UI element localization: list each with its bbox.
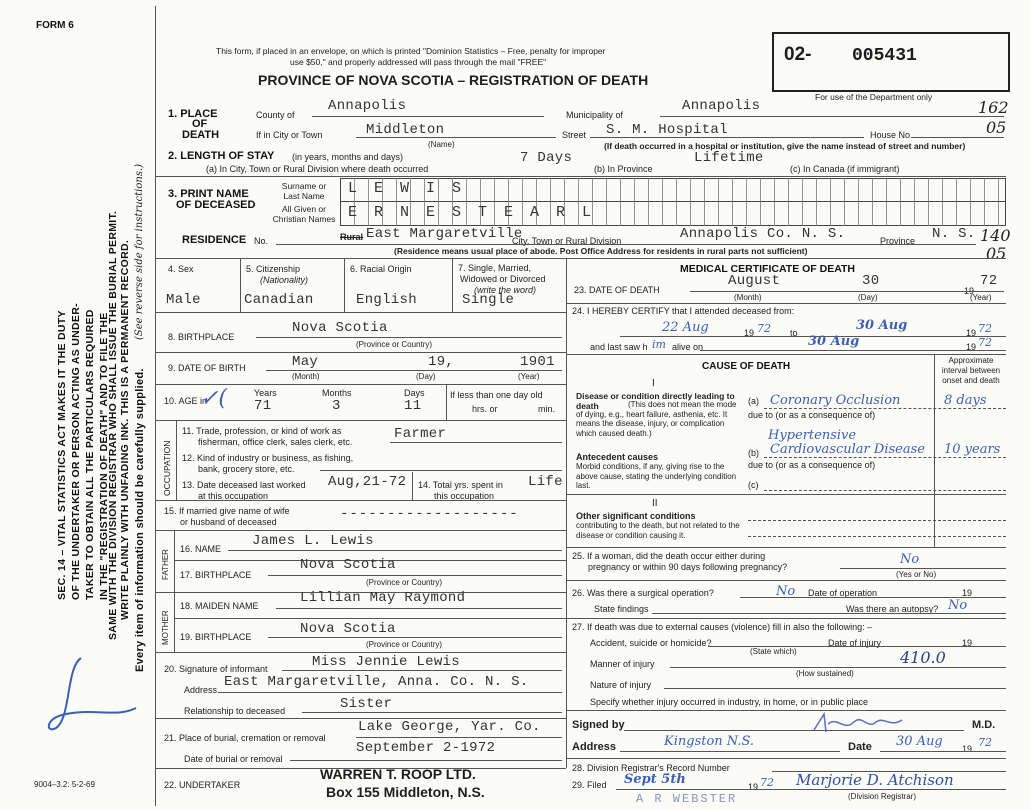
f2-label: 2. LENGTH OF STAY: [168, 150, 275, 162]
dept-code-2: 05: [986, 118, 1007, 137]
address-label: Address: [572, 741, 617, 753]
f19-label: 19. BIRTHPLACE: [180, 632, 252, 642]
given-label: All Given or Christian Names: [272, 204, 336, 224]
mother-side-label: MOTHER: [161, 610, 170, 645]
last-saw-date: 30 Aug: [808, 334, 860, 349]
accident-label: Accident, suicide or homicide?: [590, 638, 712, 648]
undertaker-line-1: WARREN T. ROOP LTD.: [320, 766, 476, 782]
age-years: 71: [254, 398, 272, 414]
f20-relationship-label: Relationship to deceased: [184, 706, 286, 716]
sidebar-instructions: (See reverse side for instructions.): [134, 163, 145, 340]
autopsy-label: Was there an autopsy?: [846, 604, 939, 614]
alive-on-label: alive on: [672, 342, 704, 352]
certificate-date: 30 Aug: [896, 734, 943, 749]
f10-years-label: Years: [254, 388, 277, 398]
death-year-prefix: 19: [964, 286, 975, 296]
attended-to-label: to: [790, 328, 798, 338]
occupation-side-label: OCCUPATION: [162, 440, 172, 496]
last-saw-label: and last saw h: [590, 342, 648, 352]
sidebar-line-2: OF THE UNDERTAKER OR PERSON ACTING AS UNDER-: [70, 303, 82, 600]
death-month: August: [728, 273, 781, 289]
interval-title: Approximate interval between onset and death: [941, 356, 1001, 385]
f17-sub: (Province or Country): [366, 578, 443, 587]
last-worked-value: Aug,21-72: [328, 474, 407, 490]
age-months: 3: [332, 398, 341, 414]
signed-by-label: Signed by: [572, 719, 625, 731]
icd-code: 410.0: [900, 648, 946, 667]
sidebar-line-4: IN THE "REGISTRATION OF DEATH" AND TO FILE THE: [98, 312, 110, 600]
residence-county: Annapolis Co. N. S.: [680, 226, 846, 242]
cause-a-label: (a): [748, 396, 759, 406]
f15-label-2: or husband of deceased: [180, 517, 277, 527]
registrar-signature: Marjorie D. Atchison: [796, 771, 954, 789]
f7-label: 7. Single, Married,: [458, 263, 532, 273]
other-conditions-label: Other significant conditions: [576, 511, 696, 521]
f21-date-label: Date of burial or removal: [184, 754, 283, 764]
cause-b-label: (b): [748, 448, 759, 458]
attended-to-year-prefix: 19: [966, 328, 977, 338]
relationship-value: Sister: [340, 696, 393, 712]
f9-year-label: (Year): [518, 372, 540, 381]
sustained-label: (How sustained): [796, 669, 854, 678]
f4-label: 4. Sex: [168, 264, 194, 274]
informant-value: Miss Jennie Lewis: [312, 654, 460, 670]
notice-line-1: This form, if placed in an envelope, on which is printed "Dominion Statistics – Free, penalty for improper: [216, 46, 606, 56]
filed-date: Sept 5th: [624, 772, 686, 787]
city-name-label: (Name): [428, 140, 455, 149]
county-value: Annapolis: [328, 98, 407, 114]
f1-label-a: 1. PLACE: [168, 108, 218, 120]
surname-value: L E W I S: [348, 180, 466, 197]
sidebar-line-6: WRITE PLAINLY WITH UNFADING INK. THIS IS A PERMANENT RECORD.: [119, 239, 131, 620]
attended-from-year: 72: [757, 322, 771, 335]
residence-strike: Rural: [340, 232, 364, 242]
reg-number: 005431: [852, 46, 917, 66]
roman-two: II: [652, 498, 658, 509]
form-code: 9004–3.2: 5-2-69: [34, 780, 95, 789]
dept-note: For use of the Department only: [815, 92, 933, 102]
years-occupation-value: Life: [528, 474, 563, 490]
other-conditions-note: contributing to the death, but not related to the disease or condition causing it.: [576, 521, 740, 540]
f13-label-b: at this occupation: [198, 491, 269, 501]
immediate-note: (This does not mean the mode of dying, e.g., heart failure, asthenia, etc. It means the disease, injury, or complication which caused death.): [576, 400, 737, 438]
f23-label: 23. DATE OF DEATH: [574, 285, 660, 295]
f11-label: 11. Trade, profession, or kind of work as: [182, 426, 342, 436]
f2-sub-b: (b) In Province: [594, 164, 653, 174]
sex-value: Male: [166, 292, 201, 308]
f9-day-label: (Day): [416, 372, 436, 381]
registrar-sub: (Division Registrar): [848, 792, 917, 801]
municipality-label: Municipality of: [566, 110, 624, 120]
md-label: M.D.: [972, 719, 996, 731]
medical-title: MEDICAL CERTIFICATE OF DEATH: [680, 263, 855, 275]
f10-label: 10. AGE in: [164, 396, 208, 406]
f10-hrs: hrs. or: [472, 404, 498, 414]
f6-label: 6. Racial Origin: [350, 264, 412, 274]
dept-code-1: 162: [978, 98, 1009, 117]
undertaker-line-2: Box 155 Middleton, N.S.: [326, 784, 485, 800]
f16-label: 16. NAME: [180, 544, 222, 554]
birth-month: May: [292, 354, 319, 370]
residence-code-1: 140: [980, 226, 1011, 245]
filed-year: 72: [760, 776, 774, 789]
burial-place: Lake George, Yar. Co.: [358, 719, 541, 735]
due-to-label-1: due to (or as a consequence of): [748, 410, 876, 420]
cause-b-value-2: Cardiovascular Disease: [770, 442, 925, 457]
f10-min: min.: [538, 404, 556, 414]
f28-label: 28. Division Registrar's Record Number: [572, 763, 730, 773]
sidebar-line-1: SEC. 14 – VITAL STATISTICS ACT MAKES IT THE DUTY: [56, 310, 68, 600]
sidebar-line-5: SAME WITH THE DIVISION REGISTRAR WHO SHALL ISSUE THE BURIAL PERMIT.: [107, 210, 119, 640]
findings-label: State findings: [594, 604, 649, 614]
last-saw-year-prefix: 19: [966, 342, 977, 352]
house-label: House No.: [870, 130, 913, 140]
birth-year: 1901: [520, 354, 555, 370]
f9-label: 9. DATE OF BIRTH: [168, 363, 246, 373]
death-day: 30: [862, 273, 880, 289]
attended-from: 22 Aug: [662, 320, 709, 335]
f8-sub: (Province or Country): [356, 340, 433, 349]
attended-to-year: 72: [978, 322, 992, 335]
occupation-value: Farmer: [394, 426, 447, 442]
nature-label: Nature of injury: [590, 680, 652, 690]
age-check-mark: ✓(: [200, 386, 228, 411]
last-saw-year: 72: [978, 336, 992, 349]
f7-sub: (write the word): [474, 285, 537, 295]
f17-label: 17. BIRTHPLACE: [180, 570, 252, 580]
surname-label: Surname or Last Name: [281, 181, 327, 201]
city-label: If in City or Town: [256, 130, 323, 140]
father-name: James L. Lewis: [252, 533, 374, 549]
notice-line-2: use $50," and properly addressed will pass through the mail "FREE": [290, 57, 547, 67]
birthplace-value: Nova Scotia: [292, 320, 388, 336]
marital-value: Single: [462, 292, 515, 308]
f12-label-b: bank, grocery store, etc.: [198, 464, 295, 474]
county-label: County of: [256, 110, 295, 120]
cause-a-value: Coronary Occlusion: [770, 393, 901, 408]
cause-a-interval: 8 days: [944, 393, 987, 408]
filed-year-prefix: 19: [748, 782, 759, 792]
residence-address: East Margaretville: [366, 226, 523, 242]
date-label: Date: [848, 741, 872, 753]
f20-address-label: Address: [184, 685, 218, 695]
f11-label-b: fisherman, office clerk, sales clerk, etc.: [198, 437, 353, 447]
f22-label: 22. UNDERTAKER: [164, 780, 241, 790]
f3-label-a: 3. PRINT NAME: [168, 188, 249, 200]
city-value: Middleton: [366, 122, 445, 138]
cause-c-label: (c): [748, 480, 759, 490]
immediate-label: Disease or condition directly leading to death: [576, 391, 735, 411]
f2-sub-c: (c) In Canada (if immigrant): [790, 164, 900, 174]
operation-value: No: [776, 584, 796, 599]
state-which-label: (State which): [750, 647, 797, 656]
pregnancy-value: No: [900, 552, 920, 567]
f18-label: 18. MAIDEN NAME: [180, 601, 259, 611]
specify-label: Specify whether injury occurred in industry, in home, or in public place: [590, 697, 868, 707]
f2-sub-a: (a) In City, Town or Rural Division where death occurred: [206, 164, 429, 174]
f29-label: 29. Filed: [572, 780, 607, 790]
sidebar-line-3: TAKER TO OBTAIN ALL THE PARTICULARS REQUIRED: [84, 309, 96, 600]
f12-label: 12. Kind of industry or business, as fishing,: [182, 453, 354, 463]
f1-label-b: OF: [192, 118, 208, 130]
f10-months-label: Months: [322, 388, 352, 398]
f5-label: 5. Citizenship: [246, 264, 301, 274]
racial-origin-value: English: [356, 292, 417, 308]
father-side-label: FATHER: [161, 549, 170, 580]
f21-label: 21. Place of burial, cremation or removal: [164, 733, 326, 743]
stay-city: 7 Days: [520, 150, 573, 166]
citizenship-value: Canadian: [244, 292, 314, 308]
autopsy-value: No: [948, 598, 968, 613]
manner-label: Manner of injury: [590, 659, 655, 669]
f15-label: 15. If married give name of wife: [164, 506, 290, 516]
form-title: PROVINCE OF NOVA SCOTIA – REGISTRATION OF DEATH: [258, 72, 649, 88]
certificate-year: 72: [978, 736, 992, 749]
residence-note: (Residence means usual place of abode. Post Office Address for residents in rural parts not sufficient): [394, 246, 808, 256]
death-year: 72: [980, 273, 998, 289]
burial-date: September 2-1972: [356, 740, 496, 756]
residence-label: RESIDENCE: [182, 234, 247, 246]
f27-label: 27. If death was due to external causes (violence) fill in also the following: –: [572, 622, 873, 632]
operation-year-prefix: 19: [962, 588, 973, 598]
physician-address: Kingston N.S.: [664, 734, 755, 749]
f8-label: 8. BIRTHPLACE: [168, 332, 235, 342]
f10-days-label: Days: [404, 388, 425, 398]
f23-month-label: (Month): [734, 293, 762, 302]
mother-maiden-name: Lillian May Raymond: [300, 590, 466, 606]
injury-date-label: Date of injury: [828, 638, 882, 648]
last-saw-who: im: [652, 338, 666, 351]
age-days: 11: [404, 398, 422, 414]
form-id: FORM 6: [36, 20, 74, 31]
father-birthplace: Nova Scotia: [300, 557, 396, 573]
residence-province: N. S.: [932, 226, 976, 242]
f24-label: 24. I HEREBY CERTIFY that I attended deceased from:: [572, 306, 795, 316]
roman-one: I: [652, 378, 655, 389]
residence-code-2: 05: [986, 244, 1007, 263]
due-to-label-2: due to (or as a consequence of): [748, 460, 876, 470]
street-value: S. M. Hospital: [606, 122, 728, 138]
f25-label-b: pregnancy or within 90 days following pregnancy?: [588, 562, 788, 572]
f1-label-c: DEATH: [182, 129, 220, 141]
antecedent-note: Morbid conditions, if any, giving rise to the above cause, stating the underlying condition last.: [576, 462, 737, 490]
f9-month-label: (Month): [292, 372, 320, 381]
attended-to: 30 Aug: [856, 318, 908, 333]
f5-sub: (Nationality): [260, 275, 309, 285]
f26-label: 26. Was there a surgical operation?: [572, 588, 714, 598]
reg-prefix: 02-: [784, 44, 812, 65]
f3-label-b: OF DECEASED: [176, 199, 256, 211]
f14-label-b: this occupation: [434, 491, 495, 501]
f23-day-label: (Day): [858, 293, 878, 302]
given-value: E R N E S T E A R L: [348, 204, 596, 221]
f2-label-note: (in years, months and days): [292, 152, 404, 162]
f14-label: 14. Total yrs. spent in: [418, 480, 503, 490]
residence-province-label: Province: [880, 236, 916, 246]
street-label: Street: [562, 130, 587, 140]
stay-province: Lifetime: [694, 150, 764, 166]
f25-sub: (Yes or No): [896, 570, 937, 579]
injury-year-prefix: 19: [962, 638, 973, 648]
birth-day: 19,: [428, 354, 455, 370]
spouse-value: -------------------: [340, 506, 519, 522]
certificate-year-prefix: 19: [962, 744, 973, 754]
informant-address: East Margaretville, Anna. Co. N. S.: [224, 674, 529, 690]
antecedent-label: Antecedent causes: [576, 452, 659, 462]
mother-birthplace: Nova Scotia: [300, 621, 396, 637]
sidebar-supplied: Every item of information should be carefully supplied.: [134, 368, 146, 672]
f25-label: 25. If a woman, did the death occur either during: [572, 551, 766, 561]
f20-label: 20. Signature of informant: [164, 664, 268, 674]
cause-b-interval: 10 years: [944, 442, 1001, 457]
hospital-note: (If death occurred in a hospital or institution, give the name instead of street and number): [604, 141, 966, 151]
municipality-value: Annapolis: [682, 98, 761, 114]
operation-date-label: Date of operation: [808, 588, 878, 598]
handwritten-l-mark: [36, 648, 146, 738]
attended-from-year-prefix: 19: [744, 328, 755, 338]
f19-sub: (Province or Country): [366, 640, 443, 649]
residence-no-label: No.: [254, 236, 269, 246]
cause-b-value-1: Hypertensive: [768, 428, 857, 443]
cause-of-death-title: CAUSE OF DEATH: [702, 361, 791, 372]
registrar-stamp: A R WEBSTER: [636, 792, 738, 806]
f23-year-label: (Year): [970, 293, 992, 302]
f13-label: 13. Date deceased last worked: [182, 480, 306, 490]
f7-label-2: Widowed or Divorced: [460, 274, 546, 284]
residence-division-label: City, Town or Rural Division: [512, 236, 622, 246]
f10-lt-label: If less than one day old: [450, 390, 543, 400]
